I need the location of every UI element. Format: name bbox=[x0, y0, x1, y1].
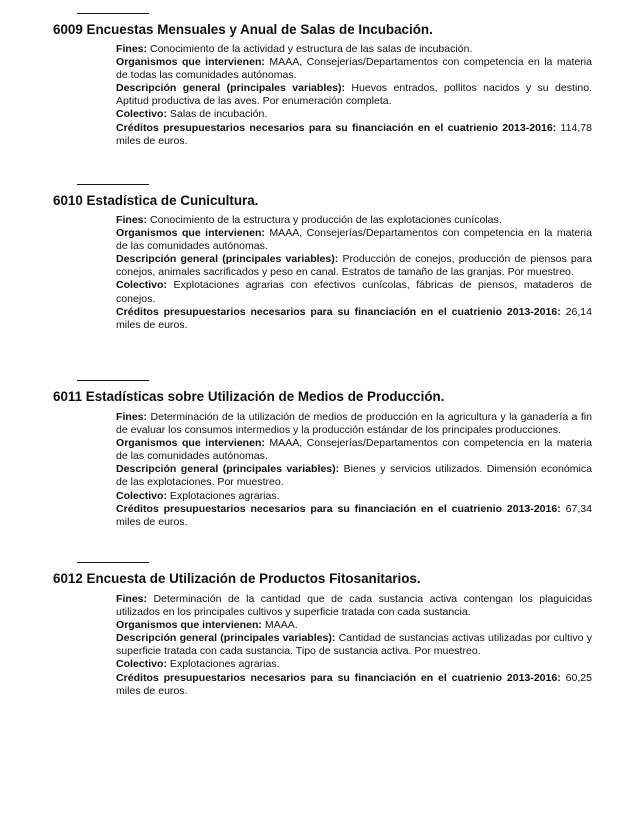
colectivo-label: Colectivo: bbox=[116, 489, 167, 502]
colectivo-text: Salas de incubación. bbox=[166, 108, 268, 121]
creditos-label: Créditos presupuestarios necesarios para su financiación en el cuatrienio 2013-2016: bbox=[116, 502, 561, 515]
fines-text: Determinación de la utilización de medios de producción en la agricultura y la ganadería a fin de evaluar los consumos intermedios y la producción estándar de los principales producciones. bbox=[116, 411, 592, 437]
organismos-paragraph bbox=[116, 227, 592, 253]
creditos-paragraph bbox=[116, 306, 592, 332]
organismos-paragraph bbox=[116, 619, 592, 632]
section-heading: 6009 Encuestas Mensuales y Anual de Salas de Incubación. bbox=[53, 22, 433, 37]
organismos-text: MAAA, Consejerías/Departamentos con competencia en la materia de las comunidades autónomas. bbox=[116, 437, 592, 463]
descripcion-text: Producción de conejos, producción de piensos para conejos, animales sacrificados y peso en canal. Estratos de tamaño de las granjas. Por muestreo. bbox=[116, 253, 592, 279]
section-divider bbox=[77, 380, 149, 381]
creditos-text: 60,25 miles de euros. bbox=[116, 671, 592, 697]
colectivo-paragraph bbox=[116, 658, 592, 671]
creditos-paragraph bbox=[116, 503, 592, 529]
fines-paragraph bbox=[116, 214, 592, 227]
organismos-text: MAAA, Consejerías/Departamentos con competencia en la materia de las comunidades autónomas. bbox=[116, 227, 592, 253]
fines-text: Conocimiento de la estructura y producción de las explotaciones cunícolas. bbox=[147, 214, 502, 226]
descripcion-label: Descripción general (principales variables): bbox=[116, 632, 336, 645]
descripcion-text: Huevos entrados, pollitos nacidos y su destino. Aptitud productiva de las aves. Por enumeración completa. bbox=[116, 82, 592, 108]
section-heading: 6010 Estadística de Cunicultura. bbox=[53, 193, 259, 208]
creditos-text: 26,14 miles de euros. bbox=[116, 305, 592, 331]
creditos-paragraph bbox=[116, 122, 592, 148]
descripcion-label: Descripción general (principales variables): bbox=[116, 463, 340, 476]
descripcion-paragraph bbox=[116, 632, 592, 658]
organismos-label: Organismos que intervienen: bbox=[116, 227, 265, 240]
creditos-label: Créditos presupuestarios necesarios para su financiación en el cuatrienio 2013-2016: bbox=[116, 671, 561, 684]
descripcion-paragraph bbox=[116, 253, 592, 279]
colectivo-text: Explotaciones agrarias. bbox=[166, 658, 280, 671]
section-divider bbox=[77, 184, 149, 185]
organismos-text: MAAA, Consejerías/Departamentos con competencia en la materia de todas las comunidades autónomas. bbox=[116, 56, 592, 82]
colectivo-label: Colectivo: bbox=[116, 279, 167, 292]
creditos-text: 67,34 miles de euros. bbox=[116, 502, 592, 528]
section-body bbox=[116, 43, 592, 148]
section-heading: 6012 Encuesta de Utilización de Productos Fitosanitarios. bbox=[53, 571, 421, 586]
organismos-text: MAAA. bbox=[261, 619, 298, 632]
descripcion-text: Bienes y servicios utilizados. Dimensión económica de las explotaciones. Por muestreo. bbox=[116, 463, 592, 489]
colectivo-paragraph bbox=[116, 490, 592, 503]
colectivo-text: Explotaciones agrarias con efectivos cunícolas, fábricas de piensos, mataderos de conejos. bbox=[116, 279, 592, 305]
colectivo-paragraph bbox=[116, 108, 592, 121]
organismos-paragraph bbox=[116, 56, 592, 82]
descripcion-paragraph bbox=[116, 463, 592, 489]
colectivo-label: Colectivo: bbox=[116, 108, 167, 121]
organismos-label: Organismos que intervienen: bbox=[116, 619, 262, 632]
fines-text: Conocimiento de la actividad y estructura de las salas de incubación. bbox=[147, 43, 473, 55]
colectivo-text: Explotaciones agrarias. bbox=[166, 489, 280, 502]
organismos-label: Organismos que intervienen: bbox=[116, 437, 265, 450]
fines-paragraph bbox=[116, 43, 592, 56]
fines-label: Fines: bbox=[116, 43, 148, 55]
section-body bbox=[116, 214, 592, 332]
fines-paragraph bbox=[116, 411, 592, 437]
colectivo-paragraph bbox=[116, 279, 592, 305]
section-body bbox=[116, 593, 592, 698]
colectivo-label: Colectivo: bbox=[116, 658, 167, 671]
section-heading: 6011 Estadísticas sobre Utilización de Medios de Producción. bbox=[53, 389, 445, 404]
creditos-text: 114,78 miles de euros. bbox=[116, 121, 593, 147]
fines-text: Determinación de la cantidad que de cada sustancia activa contengan los plaguicidas utilizados en los principales cultivos y superficie tratada con cada sustancia. bbox=[116, 593, 592, 619]
creditos-label: Créditos presupuestarios necesarios para su financiación en el cuatrienio 2013-2016: bbox=[116, 305, 561, 318]
creditos-label: Créditos presupuestarios necesarios para su financiación en el cuatrienio 2013-2016: bbox=[116, 121, 557, 134]
descripcion-text: Cantidad de sustancias activas utilizadas por cultivo y superficie tratada con cada sustancia. Tipo de sustancia activa. Por muestreo. bbox=[116, 632, 592, 658]
fines-label: Fines: bbox=[116, 411, 148, 423]
creditos-paragraph bbox=[116, 672, 592, 698]
fines-label: Fines: bbox=[116, 214, 148, 226]
section-divider bbox=[77, 13, 149, 14]
section-body bbox=[116, 411, 592, 529]
descripcion-label: Descripción general (principales variables): bbox=[116, 253, 339, 266]
organismos-paragraph bbox=[116, 437, 592, 463]
section-divider bbox=[77, 562, 149, 563]
organismos-label: Organismos que intervienen: bbox=[116, 56, 265, 69]
fines-label: Fines: bbox=[116, 593, 148, 605]
descripcion-label: Descripción general (principales variables): bbox=[116, 82, 346, 95]
fines-paragraph bbox=[116, 593, 592, 619]
descripcion-paragraph bbox=[116, 82, 592, 108]
